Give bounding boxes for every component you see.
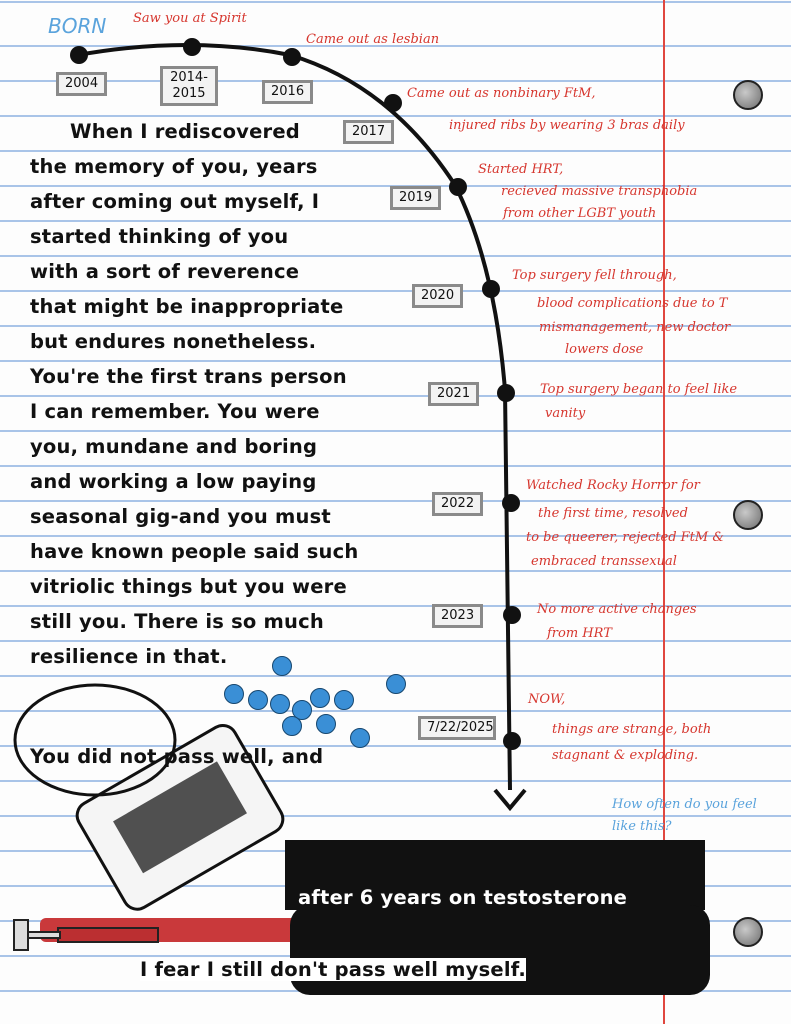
event-note: recieved massive transphobia xyxy=(501,184,698,199)
timeline-dot xyxy=(283,48,301,66)
story-line: and working a low paying xyxy=(30,470,317,493)
story-line: have known people said such xyxy=(30,540,359,563)
pill-icon xyxy=(386,674,406,694)
story-fear-line: I fear I still don't pass well myself. xyxy=(140,958,526,981)
event-note: things are strange, both xyxy=(552,722,712,737)
event-note: mismanagement, new doctor xyxy=(539,320,731,335)
year-label: 2014-2015 xyxy=(160,66,218,106)
story-line: When I rediscovered xyxy=(70,120,300,143)
event-note: from HRT xyxy=(547,626,612,641)
story-line: You're the first trans person xyxy=(30,365,347,388)
side-note: How often do you feel like this? xyxy=(612,797,757,834)
pill-icon xyxy=(282,716,302,736)
story-line: the memory of you, years xyxy=(30,155,318,178)
pill-icon xyxy=(272,656,292,676)
timeline-dot xyxy=(503,732,521,750)
story-line: seasonal gig-and you must xyxy=(30,505,331,528)
event-note: to be queerer, rejected FtM & xyxy=(526,530,724,545)
timeline-dot xyxy=(70,46,88,64)
event-note: vanity xyxy=(545,406,586,421)
story-line: still you. There is so much xyxy=(30,610,324,633)
story-line: vitriolic things but you were xyxy=(30,575,347,598)
timeline-dot xyxy=(449,178,467,196)
event-note: injured ribs by wearing 3 bras daily xyxy=(449,118,685,133)
story-line: I can remember. You were xyxy=(30,400,320,423)
year-label: 2004 xyxy=(56,72,107,96)
year-label: 2020 xyxy=(412,284,463,308)
pill-icon xyxy=(248,690,268,710)
event-note: Watched Rocky Horror for xyxy=(526,478,700,493)
story-after-line: after 6 years on testosterone xyxy=(298,886,628,909)
year-label: 2023 xyxy=(432,604,483,628)
story-line: you, mundane and boring xyxy=(30,435,318,458)
event-note: Top surgery began to feel like xyxy=(540,382,738,397)
event-note: the first time, resolved xyxy=(538,506,688,521)
year-label: 7/22/2025 xyxy=(418,716,496,740)
story-line: after coming out myself, I xyxy=(30,190,320,213)
event-note: NOW, xyxy=(528,692,566,707)
timeline-dot xyxy=(503,606,521,624)
story-line: resilience in that. xyxy=(30,645,228,668)
event-note: Started HRT, xyxy=(478,162,564,177)
story-line: with a sort of reverence xyxy=(30,260,300,283)
pill-icon xyxy=(334,690,354,710)
timeline-dot xyxy=(384,94,402,112)
bottle-cap xyxy=(15,685,175,795)
event-note: stagnant & exploding. xyxy=(552,748,699,763)
year-label: 2016 xyxy=(262,80,313,104)
event-note: from other LGBT youth xyxy=(503,206,657,221)
story-line: but endures nonetheless. xyxy=(30,330,317,353)
event-note: Came out as nonbinary FtM, xyxy=(407,86,596,101)
event-note: blood complications due to T xyxy=(537,296,728,311)
timeline-dot xyxy=(502,494,520,512)
event-note: Came out as lesbian xyxy=(306,32,440,47)
event-note: Top surgery fell through, xyxy=(512,268,677,283)
story-line: started thinking of you xyxy=(30,225,289,248)
event-note: lowers dose xyxy=(565,342,644,357)
born-label: BORN xyxy=(48,14,107,38)
event-note: embraced transsexual xyxy=(531,554,677,569)
year-label: 2019 xyxy=(390,186,441,210)
timeline-dot xyxy=(183,38,201,56)
year-label: 2022 xyxy=(432,492,483,516)
year-label: 2021 xyxy=(428,382,479,406)
pill-icon xyxy=(350,728,370,748)
timeline-arrow xyxy=(495,790,525,808)
pill-icon xyxy=(316,714,336,734)
story-pass-line: You did not pass well, and xyxy=(30,745,324,768)
pill-icon xyxy=(270,694,290,714)
story-line: that might be inappropriate xyxy=(30,295,344,318)
event-note: Saw you at Spirit xyxy=(133,11,247,26)
event-note: No more active changes xyxy=(537,602,697,617)
timeline-dot xyxy=(482,280,500,298)
pill-icon xyxy=(310,688,330,708)
pill-icon xyxy=(224,684,244,704)
year-label: 2017 xyxy=(343,120,394,144)
timeline-dot xyxy=(497,384,515,402)
